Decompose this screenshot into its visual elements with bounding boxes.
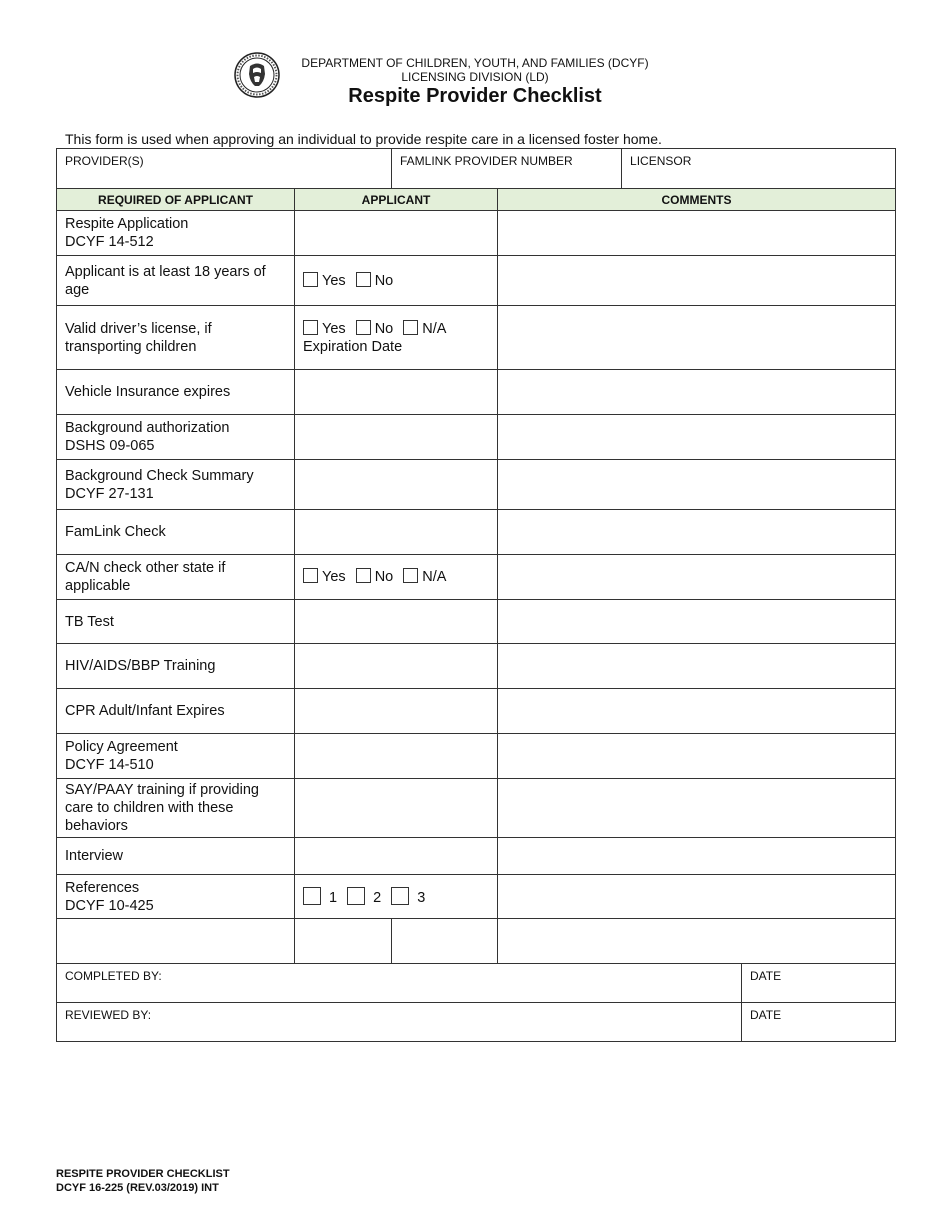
completed-by-label: COMPLETED BY: <box>65 969 162 983</box>
comments-cell[interactable] <box>498 256 896 306</box>
requirement-line: DCYF 27-131 <box>65 485 154 502</box>
applicant-cell <box>295 875 498 919</box>
requirement-label <box>57 875 295 919</box>
completed-by-field[interactable] <box>57 964 742 1003</box>
yes-label: Yes <box>322 320 346 337</box>
comments-cell[interactable] <box>498 415 896 460</box>
requirement-label: FamLink Check <box>57 510 295 555</box>
blank-comments-cell[interactable] <box>498 919 896 964</box>
expiration-date-label: Expiration Date <box>303 338 403 355</box>
licensor-label: LICENSOR <box>630 154 692 168</box>
requirement-line: transporting children <box>65 338 197 355</box>
column-header-applicant: APPLICANT <box>295 189 498 211</box>
no-label: No <box>374 569 394 585</box>
reviewed-by-label: REVIEWED BY: <box>65 1008 152 1022</box>
applicant-cell[interactable] <box>295 211 498 256</box>
division-name: LICENSING DIVISION (LD) <box>401 70 549 84</box>
table-row <box>57 211 896 256</box>
requirement-label <box>57 306 295 370</box>
comments-cell[interactable] <box>498 838 896 875</box>
applicant-cell[interactable] <box>295 644 498 689</box>
famlink-provider-number-label: FAMLINK PROVIDER NUMBER <box>400 154 573 168</box>
age-no-checkbox[interactable] <box>356 272 371 287</box>
yes-label: Yes <box>322 569 346 585</box>
can-na-checkbox[interactable] <box>403 568 418 583</box>
requirement-line: behaviors <box>65 818 128 834</box>
comments-cell[interactable] <box>498 689 896 734</box>
applicant-cell <box>295 555 498 600</box>
table-row <box>57 734 896 779</box>
column-header-row <box>57 189 896 211</box>
no-label: No <box>374 320 394 337</box>
table-row <box>57 415 896 460</box>
blank-applicant-cell[interactable] <box>392 919 498 964</box>
comments-cell[interactable] <box>498 779 896 838</box>
blank-requirement-cell[interactable] <box>57 919 295 964</box>
requirement-label: Vehicle Insurance expires <box>57 370 295 415</box>
completed-by-row <box>57 964 896 1003</box>
column-header-comments: COMMENTS <box>498 189 896 211</box>
department-name: DEPARTMENT OF CHILDREN, YOUTH, AND FAMILIES (DCYF) <box>301 56 649 70</box>
requirement-label <box>57 555 295 600</box>
date-label: DATE <box>750 969 782 983</box>
completed-date-field[interactable] <box>742 964 896 1003</box>
requirement-label <box>57 779 295 838</box>
requirement-label <box>57 460 295 510</box>
footer-form-title: RESPITE PROVIDER CHECKLIST <box>56 1168 230 1180</box>
comments-cell[interactable] <box>498 555 896 600</box>
requirement-line: Respite Application <box>65 216 189 232</box>
provider-info-row <box>57 149 896 189</box>
table-row <box>57 306 896 370</box>
license-na-checkbox[interactable] <box>403 320 418 335</box>
requirement-label: HIV/AIDS/BBP Training <box>57 644 295 689</box>
table-row <box>57 689 896 734</box>
requirement-line: Applicant is at least 18 years of <box>65 263 266 280</box>
footer-form-number: DCYF 16-225 (REV.03/2019) INT <box>56 1182 219 1194</box>
reference-2-label: 2 <box>373 889 382 906</box>
reviewed-by-row <box>57 1003 896 1042</box>
requirement-label: Interview <box>57 838 295 875</box>
table-row <box>57 256 896 306</box>
table-row <box>57 460 896 510</box>
requirement-line: age <box>65 281 90 298</box>
requirement-line: Background Check Summary <box>65 467 254 484</box>
reviewed-by-field[interactable] <box>57 1003 742 1042</box>
blank-applicant-cell[interactable] <box>295 919 392 964</box>
reference-2-checkbox[interactable] <box>347 887 365 905</box>
blank-row <box>57 919 896 964</box>
na-label: N/A <box>422 320 447 337</box>
reference-1-label: 1 <box>329 889 338 906</box>
na-label: N/A <box>422 569 447 585</box>
date-label: DATE <box>750 1008 782 1022</box>
requirement-line: DCYF 10-425 <box>65 897 154 914</box>
table-row <box>57 779 896 838</box>
table-row <box>57 875 896 919</box>
comments-cell[interactable] <box>498 875 896 919</box>
reference-3-label: 3 <box>417 889 426 906</box>
requirement-label <box>57 211 295 256</box>
table-row <box>57 600 896 644</box>
applicant-cell[interactable] <box>295 779 498 838</box>
column-header-required: REQUIRED OF APPLICANT <box>57 189 295 211</box>
yes-label: Yes <box>322 272 346 289</box>
no-label: No <box>374 272 394 289</box>
requirement-line: Policy Agreement <box>65 739 178 755</box>
page-title: Respite Provider Checklist <box>348 85 602 107</box>
requirement-label: CPR Adult/Infant Expires <box>57 689 295 734</box>
provider-label: PROVIDER(S) <box>65 154 144 168</box>
applicant-cell[interactable] <box>295 510 498 555</box>
requirement-line: DSHS 09-065 <box>65 438 155 454</box>
comments-cell[interactable] <box>498 734 896 779</box>
table-row <box>57 370 896 415</box>
comments-cell[interactable] <box>498 510 896 555</box>
requirement-line: care to children with these <box>65 800 234 816</box>
reference-3-checkbox[interactable] <box>391 887 409 905</box>
requirement-line: Valid driver’s license, if <box>65 320 212 337</box>
requirement-line: Background authorization <box>65 420 230 436</box>
table-row <box>57 838 896 875</box>
applicant-cell[interactable] <box>295 734 498 779</box>
comments-cell[interactable] <box>498 306 896 370</box>
comments-cell[interactable] <box>498 600 896 644</box>
applicant-cell <box>295 256 498 306</box>
can-yes-checkbox[interactable] <box>303 568 318 583</box>
applicant-cell[interactable] <box>295 689 498 734</box>
comments-cell[interactable] <box>498 370 896 415</box>
applicant-cell <box>295 306 498 370</box>
table-row <box>57 510 896 555</box>
checklist-table <box>56 148 896 1042</box>
requirement-line: DCYF 14-510 <box>65 757 154 773</box>
requirement-label <box>57 256 295 306</box>
can-no-checkbox[interactable] <box>356 568 371 583</box>
requirement-label: TB Test <box>57 600 295 644</box>
applicant-cell[interactable] <box>295 370 498 415</box>
table-row <box>57 555 896 600</box>
reference-1-checkbox[interactable] <box>303 887 321 905</box>
age-yes-checkbox[interactable] <box>303 272 318 287</box>
applicant-cell[interactable] <box>295 838 498 875</box>
requirement-line: applicable <box>65 578 131 594</box>
license-no-checkbox[interactable] <box>356 320 371 335</box>
comments-cell[interactable] <box>498 644 896 689</box>
requirement-label <box>57 734 295 779</box>
licensor-field[interactable] <box>622 149 896 189</box>
comments-cell[interactable] <box>498 211 896 256</box>
license-yes-checkbox[interactable] <box>303 320 318 335</box>
requirement-line: DCYF 14-512 <box>65 234 154 250</box>
intro-text: This form is used when approving an individual to provide respite care in a licensed foster home. <box>65 131 662 147</box>
famlink-provider-number-field[interactable] <box>392 149 622 189</box>
table-row <box>57 644 896 689</box>
provider-field[interactable] <box>57 149 392 189</box>
form-footer <box>56 1167 230 1195</box>
requirement-line: CA/N check other state if <box>65 560 226 576</box>
applicant-cell[interactable] <box>295 600 498 644</box>
requirement-line: References <box>65 879 140 896</box>
reviewed-date-field[interactable] <box>742 1003 896 1042</box>
requirement-label <box>57 415 295 460</box>
applicant-cell[interactable] <box>295 460 498 510</box>
applicant-cell[interactable] <box>295 415 498 460</box>
comments-cell[interactable] <box>498 460 896 510</box>
requirement-line: SAY/PAAY training if providing <box>65 782 259 798</box>
